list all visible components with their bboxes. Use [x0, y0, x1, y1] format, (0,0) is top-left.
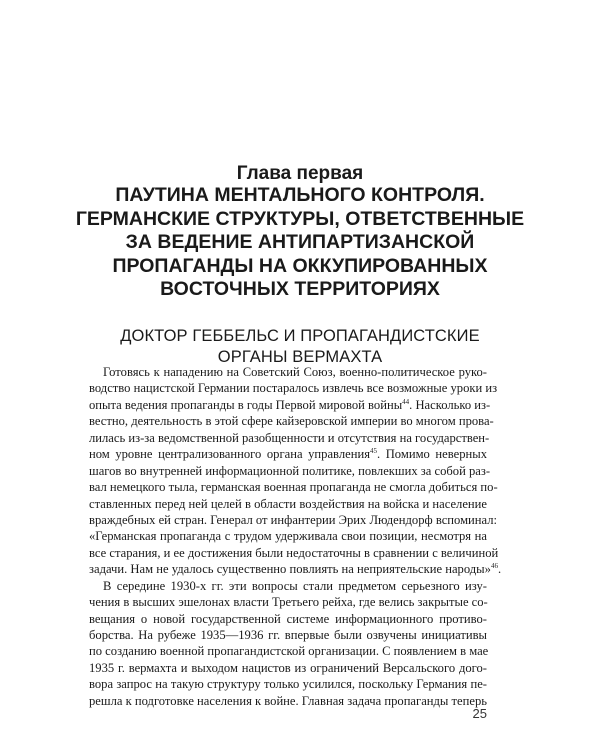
chapter-label: Глава первая [236, 163, 364, 184]
footnote-ref[interactable]: 45 [369, 447, 377, 456]
section-title [60, 326, 540, 368]
text-line: чения в высших эшелонах власти Третьего рейха, где велись закрытые со- [89, 595, 488, 610]
text-line: вора запрос на такую структуру только усилился, поскольку Германия пе- [89, 677, 487, 692]
text-line: вал немецкого тыла, германская военная пропаганда не смогла добиться по- [89, 480, 498, 495]
text-line: 1935 г. вермахта и выходом нацистов из ограничений Версальского дого- [89, 660, 487, 675]
text-line: задачи. Нам не удалось существенно повлиять на неприятельские народы»$^{46}$. [89, 562, 502, 577]
text-line: лилась из-за ведомственной разобщенности и отсутствия на государствен- [89, 430, 490, 445]
text-line: Готовясь к нападению на Советский Союз, военно-политическое руко- [103, 365, 487, 379]
text-line: вестно, деятельность в этой сфере кайзеровской империи во многом прова- [89, 414, 494, 429]
text-line: ном уровне централизованного органа управления$^{45}$. Помимо неверных [89, 447, 487, 462]
chapter-title-line: ВОСТОЧНЫХ ТЕРРИТОРИЯХ [160, 278, 440, 301]
section-title-line: ОРГАНЫ ВЕРМАХТА [217, 348, 383, 366]
chapter-title-line: ПРОПАГАНДЫ НА ОККУПИРОВАННЫХ [112, 254, 488, 277]
text-line: решла к подготовке населения к войне. Главная задача пропаганды теперь [89, 693, 487, 708]
text-line: «Германская пропаганда с трудом удерживала свои позиции, несмотря на [89, 529, 487, 544]
footnote-ref[interactable]: 44 [402, 397, 410, 406]
text-line: ставленных перед ней целей в области воздействия на войска и население [89, 496, 487, 511]
chapter-title-line: ПАУТИНА МЕНТАЛЬНОГО КОНТРОЛЯ. [115, 184, 485, 206]
section-title-line: ДОКТОР ГЕББЕЛЬС И ПРОПАГАНДИСТСКИЕ [120, 327, 480, 345]
text-line: шагов во внутренней информационной политике, повлекших за собой раз- [89, 463, 491, 478]
text-line: вещания о новой государственной системе информационного противо- [89, 611, 487, 626]
body-text [89, 364, 502, 709]
text-line: враждебных ей стран. Генерал от инфантерии Эрих Людендорф вспоминал: [89, 512, 498, 527]
text-line: опыта ведения пропаганды в годы Первой мировой войны$^{44}$. Насколько из- [89, 397, 491, 412]
chapter-title [60, 184, 540, 302]
text-line: борства. На рубеже 1935—1936 гг. впервые были озвучены инициативы [89, 628, 487, 642]
text-line: по созданию военной пропагандистской организации. С появлением в мае [89, 644, 489, 659]
text-line: В середине 1930-х гг. эти вопросы стали предметом серьезного изу- [103, 578, 487, 593]
chapter-title-line: ГЕРМАНСКИЕ СТРУКТУРЫ, ОТВЕТСТВЕННЫЕ [75, 207, 525, 230]
text-line: все старания, и ее достижения были недостаточны в сравнении с величиной [89, 545, 499, 560]
text-line: водство нацистской Германии постаралось извлечь все возможные уроки из [89, 381, 498, 396]
chapter-title-line: ЗА ВЕДЕНИЕ АНТИПАРТИЗАНСКОЙ [125, 231, 475, 254]
page-number: 25 [472, 706, 487, 721]
footnote-ref[interactable]: 46 [490, 562, 498, 571]
